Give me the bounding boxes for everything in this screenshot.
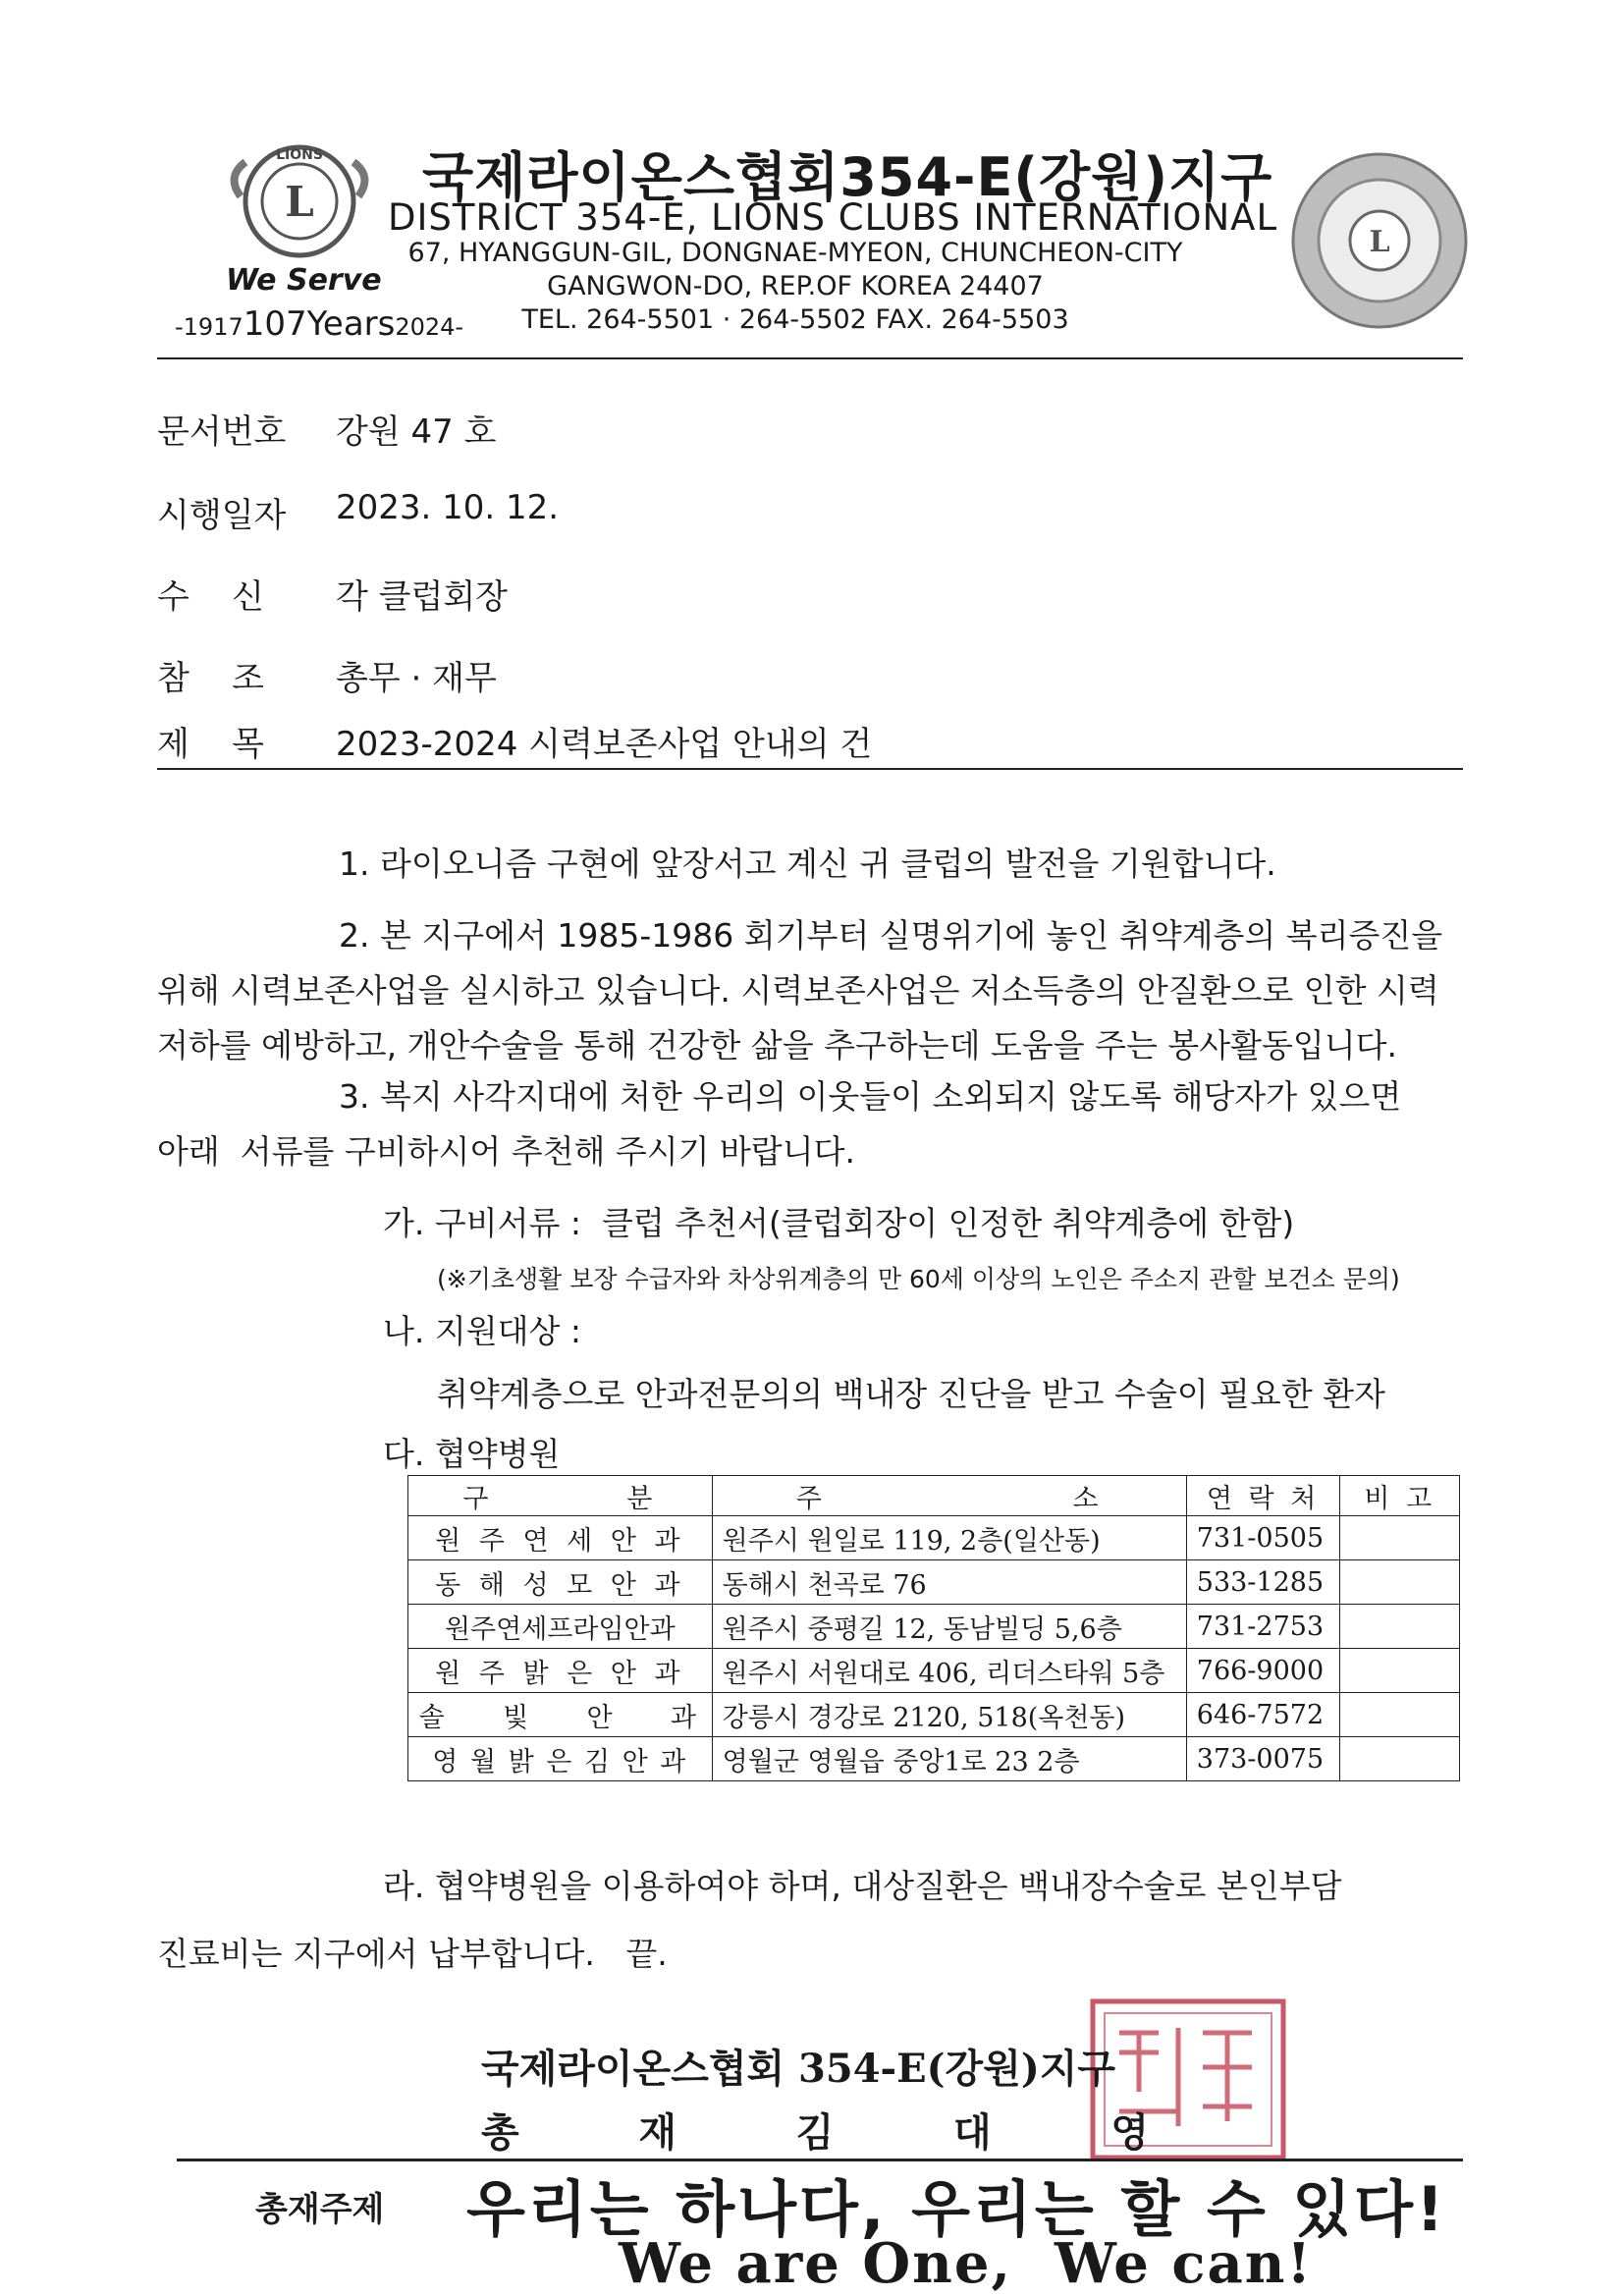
table-row [408, 1605, 1460, 1649]
years-banner: -1917107Years2024- [175, 304, 464, 344]
hospital-phone: 766-9000 [1186, 1649, 1340, 1693]
tagline: We Serve [226, 263, 382, 298]
col-header-contact: 연 락 처 [1186, 1476, 1340, 1516]
address-line-1: 67, HYANGGUN-GIL, DONGNAE-MYEON, CHUNCHEON-CITY [407, 238, 1183, 268]
motto-korean: 우리는 하나다, 우리는 할 수 있다! [466, 2173, 1447, 2245]
org-name-english: DISTRICT 354-E, LIONS CLUBS INTERNATIONAL [388, 196, 1278, 239]
eligibility-heading: 나. 지원대상 : [383, 1312, 581, 1350]
required-docs-note: (※기초생활 보장 수급자와 차상위계층의 만 60세 이상의 노인은 주소지 관할 보건소 문의) [437, 1265, 1400, 1293]
signature-name [481, 2102, 1149, 2158]
partner-hospitals-heading: 다. 협약병원 [383, 1435, 561, 1473]
hospital-address: 원주시 서원대로 406, 리더스타워 5층 [712, 1649, 1186, 1693]
signature-name-char: 김 [795, 2109, 835, 2156]
hospital-remarks [1340, 1516, 1460, 1560]
hospital-address: 원주시 원일로 119, 2층(일산동) [712, 1516, 1186, 1560]
hospital-address: 원주시 중평길 12, 동남빌딩 5,6층 [712, 1605, 1186, 1649]
hospital-address: 영월군 영월읍 중앙1로 23 2층 [712, 1737, 1186, 1781]
hospital-address: 강릉시 경강로 2120, 518(옥천동) [712, 1693, 1186, 1737]
signature-org: 국제라이온스협회 354-E(강원)지구 [481, 2046, 1116, 2092]
hospital-remarks [1340, 1737, 1460, 1781]
hospital-phone: 373-0075 [1186, 1737, 1340, 1781]
svg-text:L: L [1369, 225, 1390, 259]
subject-label: 제 목 [157, 725, 264, 764]
doc-number-value: 강원 47 호 [336, 412, 497, 452]
col-header-remarks: 비 고 [1340, 1476, 1460, 1516]
hospital-remarks [1340, 1560, 1460, 1605]
svg-text:LIONS: LIONS [276, 147, 323, 163]
meta-divider [157, 768, 1463, 770]
col-header-address: 주 소 [712, 1476, 1186, 1516]
hospital-name: 솔 빛 안 과 [408, 1693, 713, 1737]
table-row [408, 1693, 1460, 1737]
signature-title-char: 재 [638, 2109, 676, 2156]
hospital-name: 원 주 밝 은 안 과 [408, 1649, 713, 1693]
motto-label: 총재주제 [255, 2190, 385, 2229]
paragraph-3-line-1: 3. 복지 사각지대에 처한 우리의 이웃들이 소외되지 않도록 해당자가 있으면 [339, 1077, 1402, 1116]
table-row [408, 1737, 1460, 1781]
paragraph-1: 1. 라이오니즘 구현에 앞장서고 계신 귀 클럽의 발전을 기원합니다. [339, 845, 1276, 883]
header-divider [157, 357, 1463, 359]
hospital-remarks [1340, 1605, 1460, 1649]
doc-number-label: 문서번호 [157, 412, 287, 452]
reference-value: 총무 · 재무 [336, 659, 497, 698]
hospital-remarks [1340, 1693, 1460, 1737]
hospital-address: 동해시 천곡로 76 [712, 1560, 1186, 1605]
district-emblem-icon [1286, 147, 1473, 334]
hospital-phone: 533-1285 [1186, 1560, 1340, 1605]
hospital-phone: 731-2753 [1186, 1605, 1340, 1649]
hospital-name: 원 주 연 세 안 과 [408, 1516, 713, 1560]
hospital-phone: 731-0505 [1186, 1516, 1340, 1560]
required-docs: 가. 구비서류 : 클럽 추천서(클럽회장이 인정한 취약계층에 한함) [383, 1204, 1295, 1242]
signature-title-char: 총 [481, 2109, 519, 2156]
recipient-label: 수 신 [157, 577, 264, 617]
paragraph-2-line-2: 위해 시력보존사업을 실시하고 있습니다. 시력보존사업은 저소득층의 안질환으로 인한 시력 [157, 971, 1439, 1010]
paragraph-4-line-1: 라. 협약병원을 이용하여야 하며, 대상질환은 백내장수술로 본인부담 [383, 1867, 1342, 1905]
signature-name-char: 대 [952, 2109, 992, 2156]
hospital-remarks [1340, 1649, 1460, 1693]
col-header-category: 구 분 [408, 1476, 713, 1516]
org-name-korean: 국제라이온스협회354-E(강원)지구 [422, 146, 1273, 208]
date-label: 시행일자 [157, 496, 287, 535]
table-row [408, 1516, 1460, 1560]
reference-label: 참 조 [157, 659, 264, 698]
hospital-name: 동 해 성 모 안 과 [408, 1560, 713, 1605]
date-value: 2023. 10. 12. [336, 488, 560, 527]
signature-name-char: 영 [1110, 2109, 1149, 2156]
hospital-table [407, 1475, 1460, 1781]
subject-value: 2023-2024 시력보존사업 안내의 건 [336, 725, 873, 764]
phone-line: TEL. 264-5501 · 264-5502 FAX. 264-5503 [521, 304, 1069, 335]
svg-text:L: L [285, 178, 314, 226]
paragraph-2-line-3: 저하를 예방하고, 개안수술을 통해 건강한 삶을 추구하는데 도움을 주는 봉사활동입니다. [157, 1026, 1397, 1065]
paragraph-3-line-2: 아래 서류를 구비하시어 추천해 주시기 바랍니다. [157, 1132, 855, 1171]
hospital-name: 원주연세프라임안과 [408, 1605, 713, 1649]
motto-english: We are One, We can! [619, 2231, 1314, 2296]
table-row [408, 1649, 1460, 1693]
eligibility-text: 취약계층으로 안과전문의의 백내장 진단을 받고 수술이 필요한 환자 [437, 1375, 1386, 1413]
address-line-2: GANGWON-DO, REP.OF KOREA 24407 [547, 271, 1044, 301]
hospital-phone: 646-7572 [1186, 1693, 1340, 1737]
hospital-name: 영 월 밝 은 김 안 과 [408, 1737, 713, 1781]
table-row [408, 1560, 1460, 1605]
recipient-value: 각 클럽회장 [336, 577, 509, 617]
table-header-row [408, 1476, 1460, 1516]
paragraph-4-line-2: 진료비는 지구에서 납부합니다. 끝. [157, 1935, 668, 1973]
paragraph-2-line-1: 2. 본 지구에서 1985-1986 회기부터 실명위기에 놓인 취약계층의 복리증진을 [339, 916, 1443, 955]
